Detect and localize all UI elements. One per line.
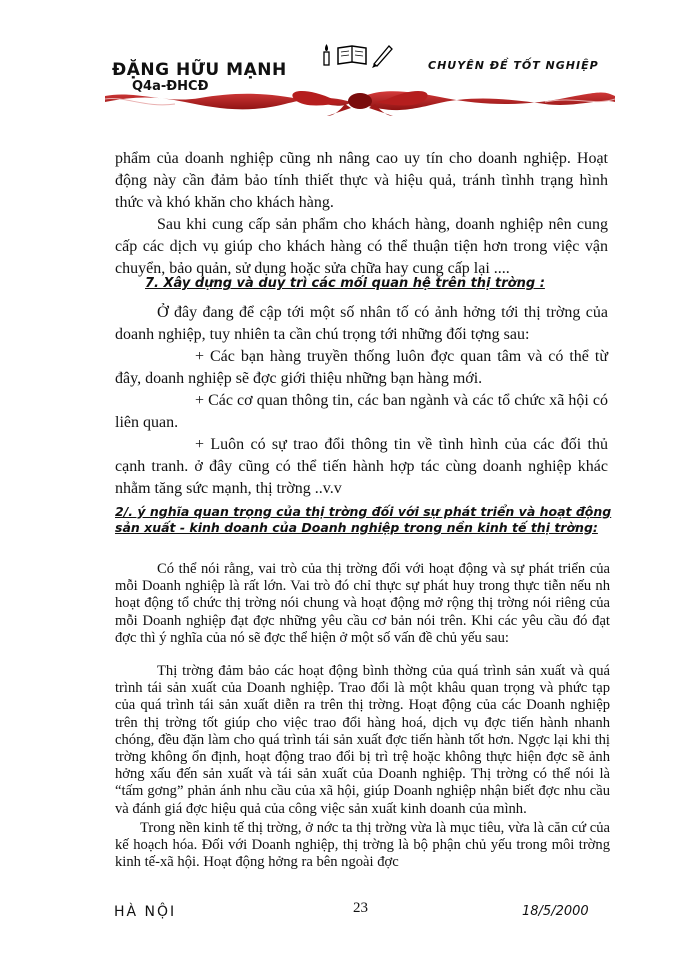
candle-icon [324, 44, 329, 65]
footer-date: 18/5/2000 [522, 904, 589, 919]
header-author: ĐẶNG HỮU MẠNH [112, 60, 287, 80]
footer-location: HÀ NỘI [114, 904, 177, 920]
book-icon [338, 46, 366, 64]
bullet-2: + Các cơ quan thông tin, các ban ngành và các tổ chức xã hội có liên quan. [115, 392, 608, 431]
section-2-heading: 2/. ý nghĩa quan trọng của thị trờng đối với sự phát triển và hoạt động sản xuất - kinh doanh của Doanh nghiệp trong nền kinh tế thị trờng: [115, 504, 612, 535]
header-title: CHUYÊN ĐỀ TỐT NGHIỆP [428, 59, 599, 72]
pen-icon [372, 46, 392, 68]
paragraph-3: Ở đây đang để cập tới một số nhân tố có ảnh hởng tới thị trờng của doanh nghiệp, tuy nhiên ta cần chú trọng tới những đối tợng sau: [115, 304, 608, 343]
paragraph-6: Trong nền kinh tế thị trờng, ở nớc ta thị trờng vừa là mục tiêu, vừa là căn cứ của kế hoạch hóa. Đối với Doanh nghiệp, thị trờng là bộ phận chủ yếu trong môi trờng kinh tế-xã hội. Hoạt động hởng ra bên ngoài đợc [115, 820, 610, 871]
paragraph-5: Thị trờng đảm bảo các hoạt động bình thờng của quá trình sản xuất và quá trình tái sản xuất của Doanh nghiệp. Trao đổi là một khâu quan trọng và phức tạp của quá trình tái sản xuất diễn ra trên thị trờng. Hoạt động của các Doanh nghiệp trên thị trờng tốt giúp cho việc trao đổi hàng hoá, dịch vụ đợc tiến hành nhanh chóng, đều đặn làm cho quá trình tái sản xuất đợc tiến hành tốt hơn. Ngợc lại khi thị trờng không ổn định, hoạt động trao đổi bị trì trệ hoặc không thực hiện đợc sẽ ảnh hởng xấu đến sản xuất và tái sản xuất của Doanh nghiệp. Thị trờng có thể nói là “tấm gơng” phản ánh nhu cầu của xã hội, giúp Doanh nghiệp nhận biết đợc nhu cầu và đánh giá đợc hiệu quả của công việc sản xuất kinh doanh của mình. [115, 663, 610, 817]
paragraph-4: Có thể nói rằng, vai trò của thị trờng đối với hoạt động và sự phát triển của mỗi Doanh nghiệp là rất lớn. Vai trò đó chỉ thực sự phát huy trong thực tiễn nếu nh hoạt động tổ chức thị trờng nói chung và hoạt động mở rộng thị trờng nói riêng của mỗi Doanh nghiệp đạt đợc những yêu cầu cơ bản nói trên. Khi các yêu cầu đó đạt đợc thì ý nghĩa của nó sẽ đợc thể hiện ở một số vấn đề chủ yếu sau: [115, 561, 610, 646]
paragraph-1: phẩm của doanh nghiệp cũng nh nâng cao uy tín cho doanh nghiệp. Hoạt động này cần đảm bảo tính thiết thực và hiệu quả, tránh tìnhh trạng hình thức và khó khăn cho khách hàng. [115, 150, 608, 211]
header-icons [322, 42, 394, 68]
section-7-heading: 7. Xây dựng và duy trì các mối quan hệ trên thị trờng : [145, 276, 545, 291]
bullet-1: + Các bạn hàng truyền thống luôn đợc quan tâm và có thể từ đây, doanh nghiệp sẽ đợc giới thiệu những bạn hàng mới. [115, 348, 608, 387]
bullet-3: + Luôn có sự trao đổi thông tin về tình hình của các đối thủ cạnh tranh. ở đây cũng có thể tiến hành hợp tác cùng doanh nghiệp khác nhằm tăng sức mạnh, thị trờng ..v.v [115, 436, 608, 497]
page-number: 23 [353, 900, 368, 916]
paragraph-2: Sau khi cung cấp sản phẩm cho khách hàng, doanh nghiệp nên cung cấp các dịch vụ giúp cho khách hàng có thể thuận tiện hơn trong việc vận chuyển, bảo quản, sử dụng hoặc sửa chữa hay cung cấp lại .... [115, 216, 608, 277]
header-class: Q4a-ĐHCĐ [132, 79, 209, 94]
decorative-ribbon [105, 86, 615, 116]
